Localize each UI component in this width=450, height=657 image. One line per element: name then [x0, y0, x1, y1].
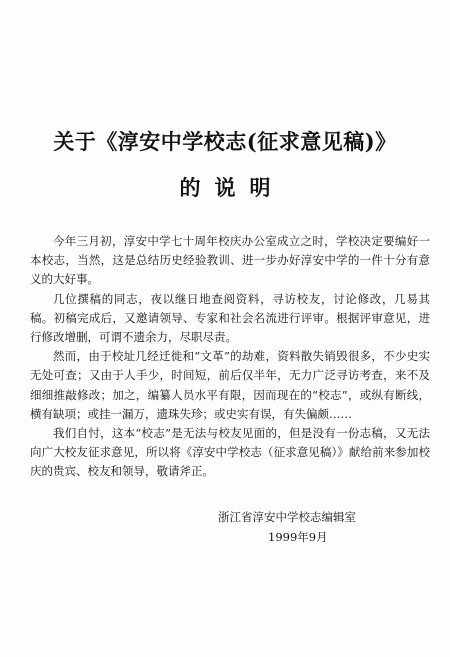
- document-subtitle: 的说明: [179, 175, 285, 200]
- document-body: [30, 232, 430, 482]
- paragraph-4: 我们自忖，这本“校志”是无法与校友见面的，但是没有一份志稿，又无法向广大校友征求意见，所以将《淳安中学校志（征求意见稿）》献给前来参加校庆的贵宾、校友和领导，敬请斧正。: [30, 426, 430, 479]
- signature-block: [218, 507, 418, 547]
- paragraph-1: 今年三月初，淳安中学七十周年校庆办公室成立之时，学校决定要编好一本校志，当然，这是总结历史经验教训、进一步办好淳安中学的一件十分有意义的大好事。: [30, 234, 430, 287]
- signature-date: 1999年9月: [268, 530, 328, 544]
- paragraph-3: 然而，由于校址几经迁徙和“文革”的劫难，资料散失销毁很多，不少史实无处可查；又由于人手少，时间短，前后仅半年，无力广泛寻访考查，来不及细细推敲修改；加之，编纂人员水平有限，因而现在的“校志”，或纵有断线，横有缺项；或挂一漏万，遗珠失珍；或史实有误，有失偏颇……: [30, 349, 430, 421]
- signature-organization: 浙江省淳安中学校志编辑室: [218, 510, 356, 524]
- document-title: 关于《淳安中学校志(征求意见稿)》: [53, 129, 397, 154]
- paragraph-2: 几位撰稿的同志，夜以继日地查阅资料，寻访校友，讨论修改，几易其稿。初稿完成后，又邀请领导、专家和社会名流进行评审。根据评审意见，进行修改增删，可谓不遗余力，尽职尽责。: [30, 291, 430, 345]
